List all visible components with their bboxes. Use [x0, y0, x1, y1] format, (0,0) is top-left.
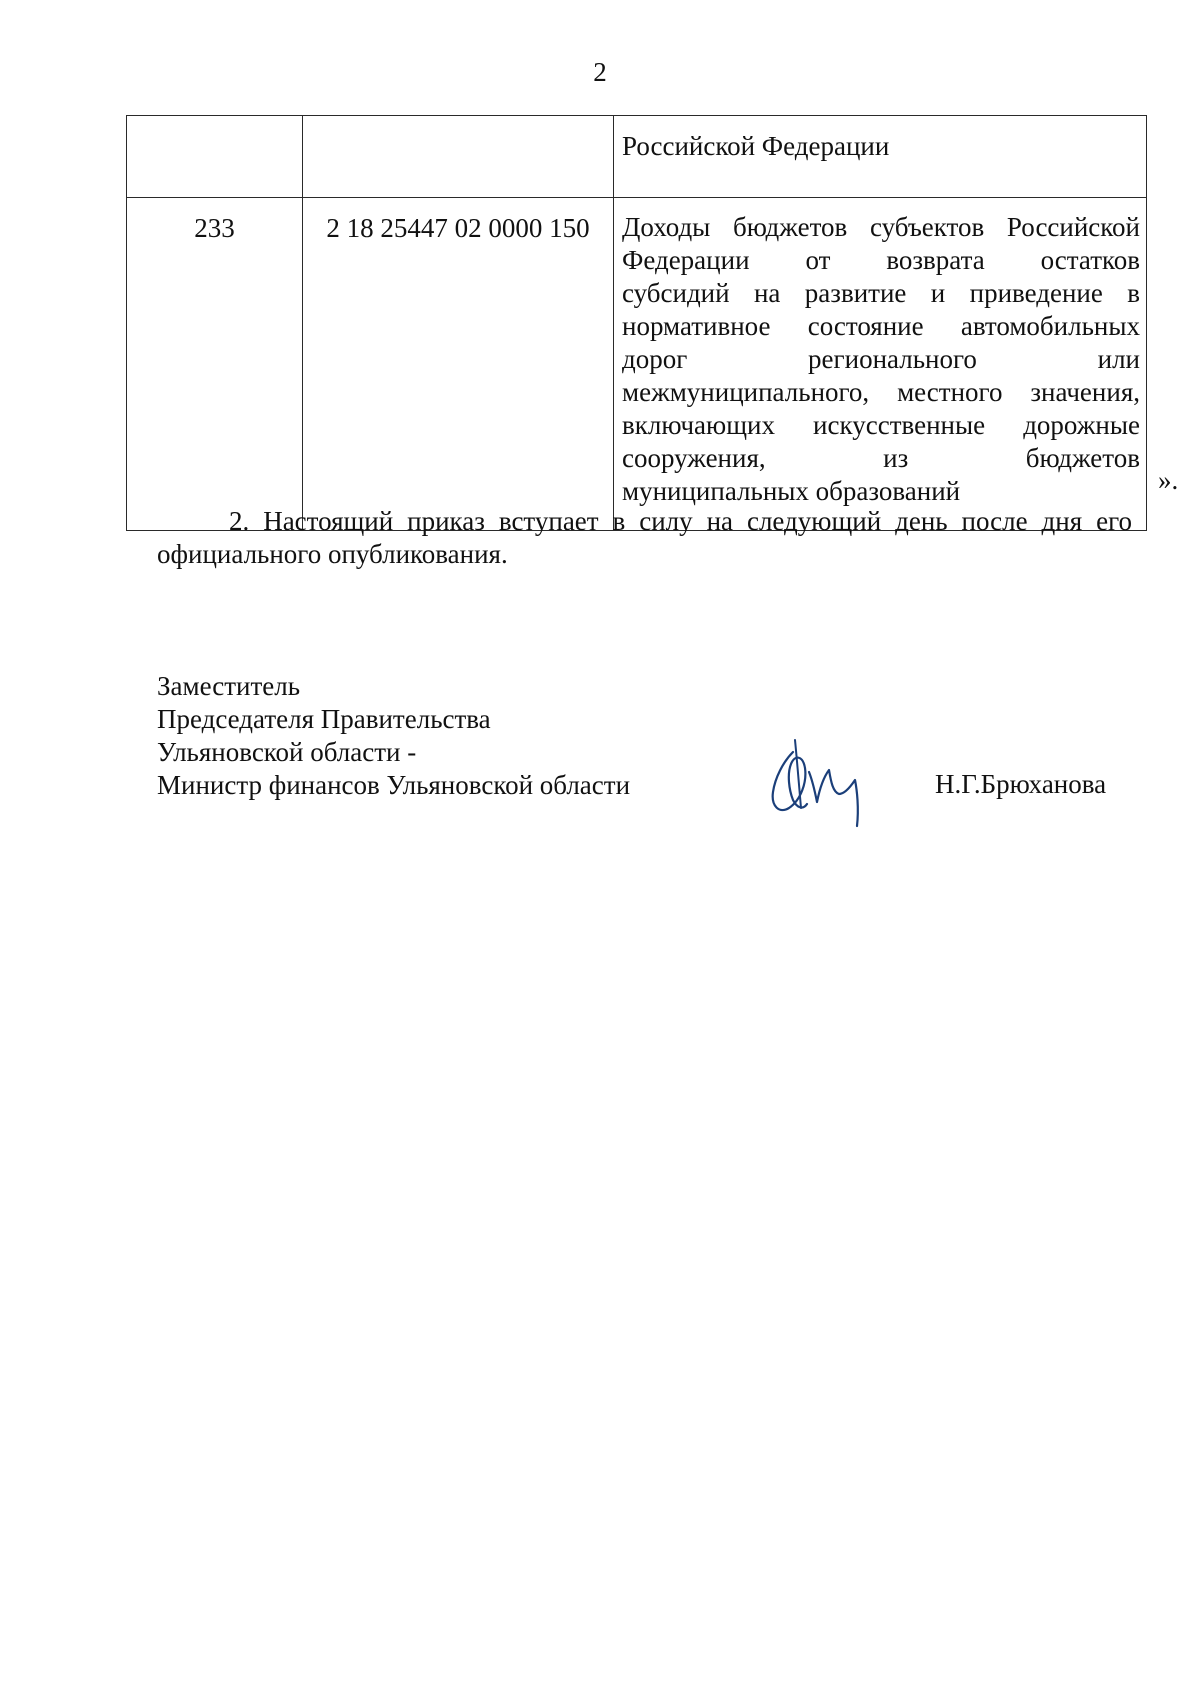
- description-line: нормативное состояние автомобильных: [622, 311, 1140, 341]
- table-cell-description: Российской Федерации: [614, 116, 1147, 198]
- paragraph-line: официального опубликования.: [157, 539, 508, 569]
- page-number: 2: [593, 57, 607, 87]
- handwritten-signature: [755, 730, 885, 830]
- signer-name: Н.Г.Брюханова: [935, 769, 1107, 799]
- paragraph-effective-date: [157, 505, 1132, 571]
- description-line: включающих искусственные дорожные: [622, 410, 1140, 440]
- description-line: сооружения, из бюджетов: [622, 443, 1140, 473]
- table-row: [127, 116, 1147, 198]
- table-row: [127, 198, 1147, 531]
- table-cell-number: [127, 116, 303, 198]
- signatory-title-line: Председателя Правительства: [157, 704, 491, 734]
- signatory-title-line: Ульяновской области -: [157, 737, 417, 767]
- closing-quote: ».: [1158, 465, 1179, 495]
- table-cell-number: 233: [127, 198, 303, 531]
- description-line: Федерации от возврата остатков: [622, 245, 1140, 275]
- signatory-title-line: Заместитель: [157, 671, 301, 701]
- paragraph-line: 2. Настоящий приказ вступает в силу на следующий день после дня его: [229, 506, 1132, 536]
- description-line: муниципальных образований: [622, 476, 961, 506]
- table-cell-code: 2 18 25447 02 0000 150: [303, 198, 614, 531]
- description-line: Доходы бюджетов субъектов Российской: [622, 212, 1140, 242]
- signatory-title: [157, 670, 630, 802]
- description-line: субсидий на развитие и приведение в: [622, 278, 1140, 308]
- table-cell-description: [614, 198, 1147, 531]
- description-line: дорог регионального или: [622, 344, 1140, 374]
- table-cell-code: [303, 116, 614, 198]
- description-line: межмуниципального, местного значения,: [622, 377, 1140, 407]
- signatory-title-line: Министр финансов Ульяновской области: [157, 770, 631, 800]
- budget-classification-table: [126, 115, 1147, 531]
